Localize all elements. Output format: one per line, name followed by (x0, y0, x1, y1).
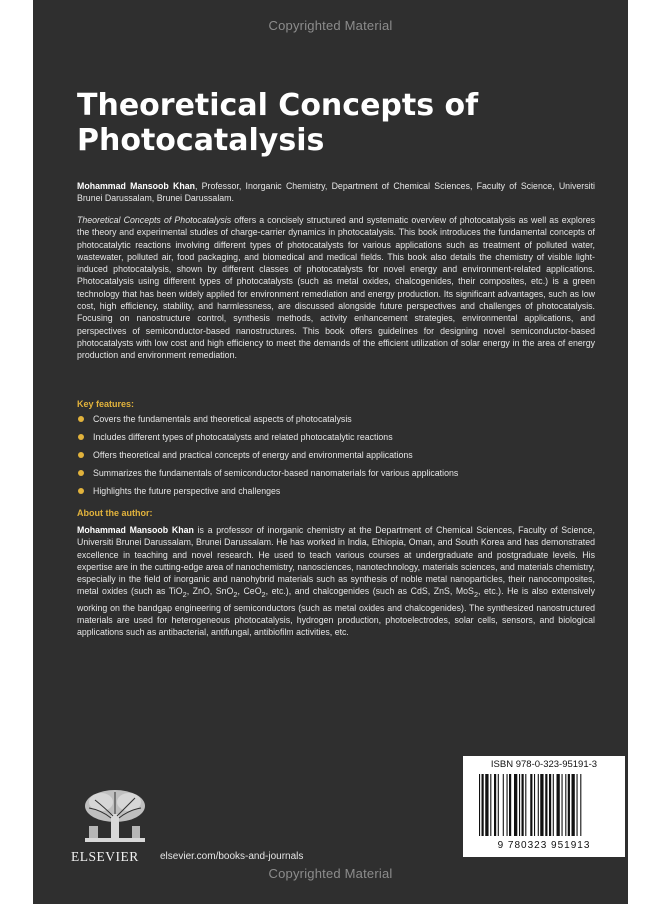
subscript: 2 (261, 590, 266, 600)
list-item (77, 485, 595, 503)
author-line (77, 180, 595, 205)
list-item-text: Summarizes the fundamentals of semiconductor-based nanomaterials for various applications (93, 468, 459, 478)
list-item (77, 467, 595, 485)
about-author-name: Mohammad Mansoob Khan (77, 525, 194, 535)
publisher-wordmark: ELSEVIER (71, 849, 139, 864)
about-text-part: , CeO (237, 586, 262, 597)
title-line-2: Photocatalysis (77, 123, 325, 158)
list-item (77, 431, 595, 449)
isbn-label: ISBN 978-0-323-95191-3 (490, 759, 598, 770)
bullet-icon (78, 434, 84, 440)
publisher-url[interactable]: elsevier.com/books-and-journals (160, 851, 304, 862)
list-item-text: Offers theoretical and practical concepts of energy and environmental applications (93, 450, 413, 460)
bullet-icon (78, 416, 84, 422)
book-title-italic: Theoretical Concepts of Photocatalysis (77, 215, 232, 225)
barcode-number: 9 780323 951913 (497, 840, 591, 851)
list-item-text: Includes different types of photocatalysts and related photocatalytic reactions (93, 432, 393, 442)
author-affiliation: , Professor, Inorganic Chemistry, Department of Chemical Sciences, Faculty of Science, Universiti Brunei Darussalam, Brunei Darussalam. (77, 181, 595, 204)
title-line-1: Theoretical Concepts of (77, 88, 479, 123)
about-author-heading: About the author: (77, 508, 153, 518)
watermark-top: Copyrighted Material (268, 18, 393, 33)
bullet-icon (78, 470, 84, 476)
about-author-text (77, 524, 595, 638)
list-item (77, 449, 595, 467)
description-text: offers a concisely structured and systematic overview of photocatalysis as well as explores the theory and experimental studies of charge-carrier dynamics in photocatalysis. This book introduces the fundamental concepts of photocatalytic reactions involving different types of photocatalysts for various applications such as treatment of polluted water, wastewater, polluted air, food packaging, and biomedical and medical fields. This book also details the chemistry of visible light-induced photocatalysis, shown by different classes of photocatalysts for novel energy and environment-related applications. Photocatalysis using different types of photocatalysts (such as metal oxides, chalcogenides, their composites, etc.) is a green technology that has been widely applied for environment remediation and energy production. Its significant advantages, such as low cost, high efficiency, stability, and harmlessness, are discussed alongside future perspectives and challenges of photocatalysis. Focusing on nanostructure control, synthesis methods, activity enhancement strategies, environmental applications, and perspectives of semiconductor-based nanostructures. This book offers guidelines for designing novel semiconductor-based photocatalysts with low cost and high efficiency to meet the demands of the efficient utilization of solar energy in the area of energy production and environment remediation. (77, 215, 595, 361)
elsevier-tree-logo-icon (75, 786, 155, 848)
author-name: Mohammad Mansoob Khan (77, 181, 195, 191)
book-title (77, 88, 597, 158)
subscript: 2 (182, 590, 187, 600)
watermark-bottom: Copyrighted Material (268, 866, 393, 881)
about-text-part: is a professor of inorganic chemistry at the Department of Chemical Sciences, Faculty of Science, Universiti Brunei Darussalam, Brunei Darussalam. He has worked in India, Ethiopia, Oman, and South Korea and has demonstrated excellence in teaching and novel research. He used to teach various courses at undergraduate and postgraduate levels. His expertise are in the cutting-edge area of nanochemistry, nanosciences, nanotechnology, materials sciences, and materials chemistry, especially in the field of inorganic and nanohybrid materials such as synthesis of noble metal nanoparticles, their nanocomposites, metal oxides (such as TiO (77, 525, 595, 597)
bullet-icon (78, 452, 84, 458)
bullet-icon (78, 488, 84, 494)
about-text-part: , etc.). He is also extensively working on the bandgap engineering of semiconductors (such as metal oxides and chalcogenides). The synthesized nanostructured materials are used for heterogeneous photocatalysis, hydrogen production, photoelectrodes, solar cells, sensors, and biological applications such as antibacterial, antifungal, antibiofilm activities, etc. (77, 586, 595, 638)
barcode-panel (463, 756, 625, 857)
key-features-list (77, 413, 595, 503)
about-text-part: , etc.), and chalcogenides (such as CdS, ZnS, MoS (265, 586, 474, 597)
subscript: 2 (473, 590, 479, 600)
list-item-text: Highlights the future perspective and challenges (93, 486, 281, 496)
barcode-icon (477, 774, 619, 836)
list-item (77, 413, 595, 431)
list-item-text: Covers the fundamentals and theoretical aspects of photocatalysis (93, 414, 352, 424)
about-text-part: , ZnO, SnO (186, 586, 234, 597)
book-description (77, 214, 595, 362)
key-features-heading: Key features: (77, 399, 135, 409)
back-cover (33, 0, 628, 904)
subscript: 2 (233, 590, 238, 600)
